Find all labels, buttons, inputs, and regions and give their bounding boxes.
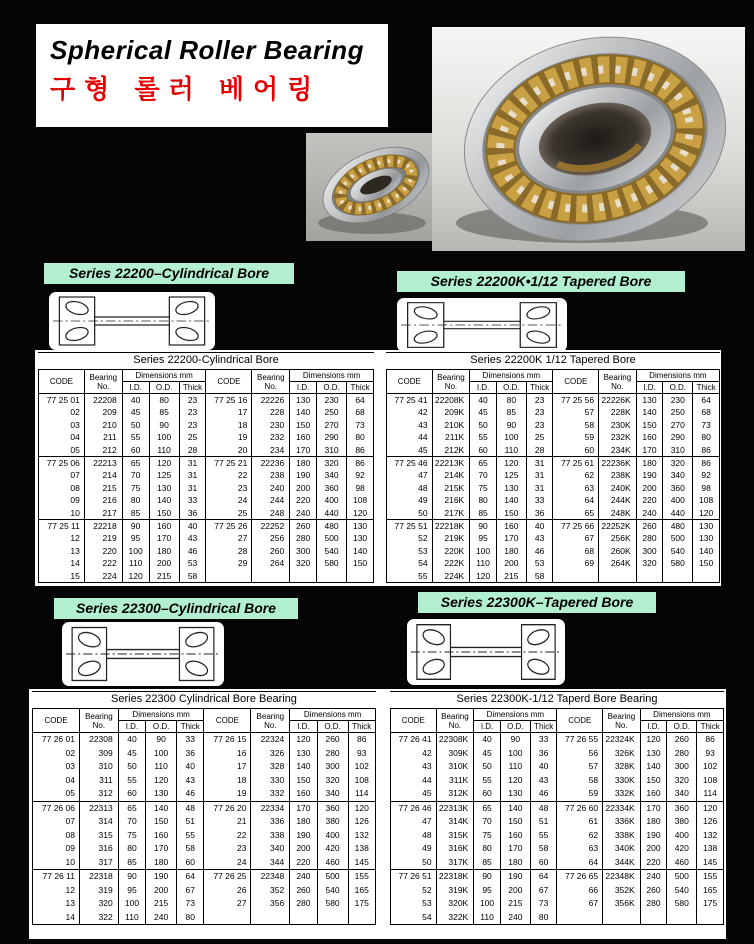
table-container <box>390 708 724 925</box>
column-header: I.D. <box>290 382 317 394</box>
table-row: 77 25 51 22218K 90 160 40 77 25 66 22252K 260 480 130 <box>387 520 720 533</box>
column-header: Bearing No. <box>252 370 290 394</box>
table-row: 15 224 120 215 58 <box>39 570 374 583</box>
column-header: Dimensions mm <box>470 370 553 382</box>
table-row: 08 215 75 130 31 23 240 200 360 98 <box>39 482 374 494</box>
table-container <box>38 369 374 583</box>
table-row: 05 312 60 130 46 19 332 160 340 114 <box>33 787 376 801</box>
table-row: 43 210K 50 90 23 58 230K 150 270 73 <box>387 419 720 431</box>
section-label-22200k-tapered: Series 22200K•1/12 Tapered Bore <box>397 271 685 292</box>
title-box <box>36 24 388 127</box>
bearing-cross-section-diagram-22200k <box>397 298 567 352</box>
column-header: O.D. <box>667 721 697 733</box>
column-header: I.D. <box>122 382 149 394</box>
column-header: Bearing No. <box>251 709 290 733</box>
table-row: 03 210 50 90 23 18 230 150 270 73 <box>39 419 374 431</box>
page-title: Spherical Roller Bearing <box>50 35 364 65</box>
column-header: CODE <box>39 370 85 394</box>
table-row: 04 211 55 100 25 19 232 160 290 80 <box>39 431 374 443</box>
table-row: 77 26 41 22308K 40 90 33 77 26 55 22324K 120 260 86 <box>391 733 724 747</box>
table-row: 44 211K 55 100 25 59 232K 160 290 80 <box>387 431 720 443</box>
table-row: 77 26 51 22318K 90 190 64 77 26 65 22348K 240 500 155 <box>391 870 724 884</box>
column-header: O.D. <box>317 721 348 733</box>
table-row: 05 212 60 110 28 20 234 170 310 86 <box>39 444 374 457</box>
table-row: 77 26 46 22313K 65 140 48 77 26 60 22334K 170 360 120 <box>391 801 724 815</box>
column-header: Thick <box>697 721 724 733</box>
table-row: 02 309 45 100 36 16 326 130 280 93 <box>33 747 376 761</box>
column-header: I.D. <box>470 382 497 394</box>
bearing-cross-section-diagram-22200 <box>49 292 215 350</box>
section-label-22300-cylindrical: Series 22300–Cylindrical Bore <box>54 598 298 619</box>
table-caption: Series 22300K-1/12 Taperd Bore Bearing <box>390 691 724 707</box>
table-row: 13 320 100 215 73 27 356 280 580 175 <box>33 897 376 911</box>
column-header: O.D. <box>496 382 526 394</box>
column-header: Thick <box>179 382 206 394</box>
bearing-data-table <box>38 369 374 583</box>
table-row: 43 310K 50 110 40 57 328K 140 300 102 <box>391 760 724 774</box>
column-header: Dimensions mm <box>290 709 376 721</box>
table-row: 77 25 41 22208K 40 80 23 77 25 56 22226K 130 230 64 <box>387 394 720 407</box>
table-section-22200 <box>38 352 374 583</box>
table-section-22200k <box>386 352 720 583</box>
page-title-korean: 구형 롤러 베어링 <box>50 74 322 104</box>
column-header: Bearing No. <box>79 709 118 733</box>
table-row: 42 209K 45 85 23 57 228K 140 250 68 <box>387 406 720 418</box>
table-row: 08 315 75 160 55 22 338 190 400 132 <box>33 829 376 843</box>
column-header: CODE <box>557 709 603 733</box>
column-header: O.D. <box>146 721 177 733</box>
table-row: 42 309K 45 100 36 56 326K 130 280 93 <box>391 747 724 761</box>
column-header: Bearing No. <box>436 709 474 733</box>
table-container <box>386 369 720 583</box>
table-row: 09 316 80 170 58 23 340 200 420 138 <box>33 842 376 856</box>
table-row: 45 212K 60 110 28 60 234K 170 310 86 <box>387 444 720 457</box>
table-row: 77 26 01 22308 40 90 33 77 26 15 22324 120 260 86 <box>33 733 376 747</box>
table-row: 09 216 80 140 33 24 244 220 400 108 <box>39 494 374 506</box>
table-row: 47 314K 70 150 51 61 336K 180 380 126 <box>391 815 724 829</box>
column-header: O.D. <box>500 721 530 733</box>
table-row: 48 315K 75 160 55 62 338K 190 400 132 <box>391 829 724 843</box>
bearing-photo-large <box>432 27 745 251</box>
column-header: I.D. <box>636 382 663 394</box>
table-row: 50 317K 85 180 60 64 344K 220 460 145 <box>391 856 724 870</box>
table-row: 77 25 11 22218 90 160 40 77 25 26 22252 260 480 130 <box>39 520 374 533</box>
table-row: 10 317 85 180 60 24 344 220 460 145 <box>33 856 376 870</box>
table-row: 44 311K 55 120 43 58 330K 150 320 108 <box>391 774 724 788</box>
column-header: CODE <box>206 370 252 394</box>
table-row: 49 216K 80 140 33 64 244K 220 400 108 <box>387 494 720 506</box>
table-row: 52 319K 95 200 67 66 352K 260 540 165 <box>391 884 724 898</box>
bearing-data-table <box>390 708 724 925</box>
bearing-data-table <box>386 369 720 583</box>
cross-section-drawing <box>397 298 567 352</box>
column-header: CODE <box>553 370 599 394</box>
column-header: Bearing No. <box>432 370 470 394</box>
column-header: I.D. <box>640 721 667 733</box>
column-header: Bearing No. <box>84 370 122 394</box>
column-header: Dimensions mm <box>640 709 723 721</box>
table-row: 48 215K 75 130 31 63 240K 200 360 98 <box>387 482 720 494</box>
table-row: 49 316K 80 170 58 63 340K 200 420 138 <box>391 842 724 856</box>
column-header: O.D. <box>149 382 179 394</box>
table-container <box>32 708 376 925</box>
table-row: 47 214K 70 125 31 62 238K 190 340 92 <box>387 469 720 481</box>
column-header: CODE <box>204 709 251 733</box>
column-header: Thick <box>693 382 720 394</box>
table-row: 07 314 70 150 51 21 336 180 380 126 <box>33 815 376 829</box>
table-section-22300 <box>32 691 376 925</box>
bearing-photo-large-image <box>432 27 745 251</box>
column-header: Thick <box>348 721 376 733</box>
column-header: O.D. <box>663 382 693 394</box>
table-caption: Series 22200-Cylindrical Bore <box>38 352 374 368</box>
table-row: 04 311 55 120 43 18 330 150 320 108 <box>33 774 376 788</box>
table-row: 14 222 110 200 53 29 264 320 580 150 <box>39 557 374 569</box>
table-row: 77 25 46 22213K 65 120 31 77 25 61 22236K 180 320 86 <box>387 457 720 470</box>
column-header: I.D. <box>474 721 501 733</box>
section-label-22300k-tapered: Series 22300K–Tapered Bore <box>418 592 656 613</box>
column-header: Thick <box>177 721 204 733</box>
table-row: 12 219 95 170 43 27 256 280 500 130 <box>39 532 374 544</box>
table-row: 53 220K 100 180 46 68 260K 300 540 140 <box>387 545 720 557</box>
column-header: Thick <box>530 721 557 733</box>
column-header: O.D. <box>317 382 347 394</box>
bearing-photo-small-image <box>306 133 446 241</box>
table-row: 45 312K 60 130 46 59 332K 160 340 114 <box>391 787 724 801</box>
column-header: I.D. <box>118 721 145 733</box>
column-header: Thick <box>347 382 374 394</box>
table-row: 14 322 110 240 80 <box>33 911 376 925</box>
cross-section-drawing <box>62 622 224 686</box>
column-header: Dimensions mm <box>636 370 719 382</box>
table-row: 54 222K 110 200 53 69 264K 320 580 150 <box>387 557 720 569</box>
table-caption: Series 22200K 1/12 Tapered Bore <box>386 352 720 368</box>
table-caption: Series 22300 Cylindrical Bore Bearing <box>32 691 376 707</box>
table-row: 13 220 100 180 46 28 260 300 540 140 <box>39 545 374 557</box>
column-header: Dimensions mm <box>474 709 557 721</box>
column-header: Dimensions mm <box>290 370 374 382</box>
column-header: Dimensions mm <box>118 709 204 721</box>
table-row: 54 322K 110 240 80 <box>391 911 724 925</box>
cross-section-drawing <box>407 619 565 685</box>
table-row: 10 217 85 150 36 25 248 240 440 120 <box>39 507 374 520</box>
table-row: 50 217K 85 150 36 65 248K 240 440 120 <box>387 507 720 520</box>
bearing-photo-small <box>306 133 446 241</box>
bearing-cross-section-diagram-22300 <box>62 622 224 686</box>
column-header: Bearing No. <box>603 709 641 733</box>
column-header: Thick <box>526 382 553 394</box>
column-header: I.D. <box>290 721 317 733</box>
table-row: 52 219K 95 170 43 67 256K 280 500 130 <box>387 532 720 544</box>
cross-section-drawing <box>49 292 215 350</box>
table-row: 55 224K 120 215 58 <box>387 570 720 583</box>
table-row: 12 319 95 200 67 26 352 260 540 165 <box>33 884 376 898</box>
column-header: Dimensions mm <box>122 370 206 382</box>
bearing-cross-section-diagram-22300k <box>407 619 565 685</box>
column-header: CODE <box>391 709 437 733</box>
section-label-22200-cylindrical: Series 22200–Cylindrical Bore <box>44 263 294 284</box>
column-header: Bearing No. <box>599 370 637 394</box>
column-header: CODE <box>33 709 80 733</box>
table-row: 02 209 45 85 23 17 228 140 250 68 <box>39 406 374 418</box>
bearing-data-table <box>32 708 376 925</box>
column-header: CODE <box>387 370 433 394</box>
table-row: 53 320K 100 215 73 67 356K 280 580 175 <box>391 897 724 911</box>
table-row: 77 26 06 22313 65 140 48 77 26 20 22334 170 360 120 <box>33 801 376 815</box>
table-section-22300k <box>390 691 724 925</box>
table-row: 07 214 70 125 31 22 238 190 340 92 <box>39 469 374 481</box>
table-row: 77 25 01 22208 40 80 23 77 25 16 22226 130 230 64 <box>39 394 374 407</box>
table-row: 77 26 11 22318 90 190 64 77 26 25 22348 240 500 155 <box>33 870 376 884</box>
table-row: 03 310 50 110 40 17 328 140 300 102 <box>33 760 376 774</box>
table-row: 77 25 06 22213 65 120 31 77 25 21 22236 180 320 86 <box>39 457 374 470</box>
